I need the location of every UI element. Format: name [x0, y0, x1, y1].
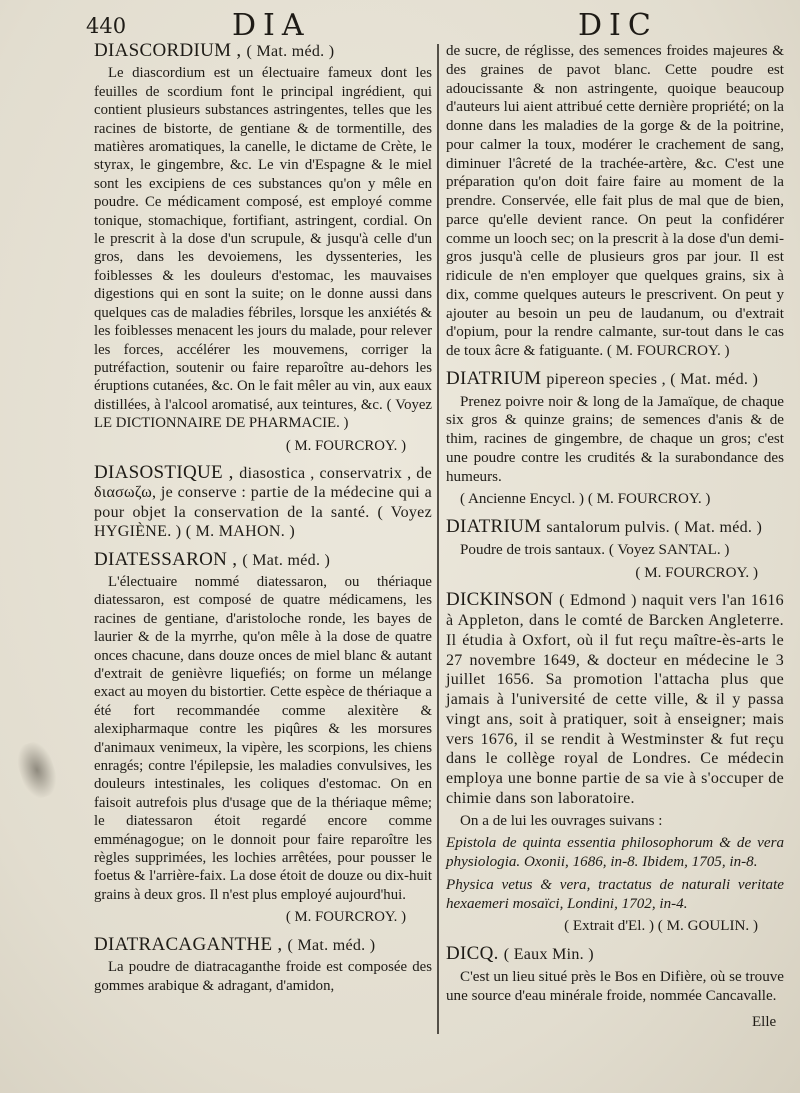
article-headword: [94, 42, 432, 61]
headword-note: santalorum pulvis. ( Mat. méd. ): [546, 519, 763, 536]
article-entry: [446, 591, 784, 936]
running-head-left: DIA: [232, 8, 311, 43]
headword-note: diasostica , conservatrix , de διασωζω, je conserve : partie de la médecine qui a pour objet la conservation de la santé. ( Voyez HYGIÈNE. ) ( M. MAHON. ): [94, 464, 432, 541]
article-paragraph: Poudre de trois santaux. ( Voyez SANTAL. ): [460, 541, 730, 558]
running-head-right: DIC: [578, 8, 658, 43]
article-headword: [94, 548, 432, 570]
article-paragraph: Le diascordium est un électuaire fameux dont les feuilles de scordium font le principal ingrédient, qui contient plusieurs substances astringentes, telles que les racines de bistorte, de gentiane & de tormentille, des matières aromatiques, la canelle, le dictame de Crète, le styrax, le gingembre, &c. Le vin d'Espagne & le miel sont les excipiens de ces substances qu'on y mêle en poudre. Ce médicament composé, est employé comme tonique, stomachique, fortifiant, astringent, cordial. On le prescrit à la dose d'un scrupule, & jusqu'à celle d'un gros, dans les devoiemens, les dyssenteries, les foiblesses & les douleurs d'estomac, les mauvaises digestions qui en sont la suite; on le donne aussi dans quelques cas de maladies fébriles, lorsque les anxiétés & les foiblesses menacent les jours du malade, pour relever les forces, accélérer les mouvemens, corriger la putréfaction, soutenir ou faire reparoître au-dehors les éruptions cutanées, &c. On le fait mêler au vin, aux eaux distillées, à l'alcool aromatisé, aux teintures, &c. ( Voyez LE DICTIONNAIRE DE PHARMACIE. ): [94, 65, 432, 432]
headword-note: pipereon species , ( Mat. méd. ): [546, 370, 759, 388]
page-number: 440: [86, 14, 127, 38]
article-paragraph: L'électuaire nommé diatessaron, ou thériaque diatessaron, est composé de quatre médicamens, les racines de gentiane, d'aristoloche ronde, les bayes de laurier & de la myrrhe, qu'on mêle à la dose de quatre onces chacune, dans douze onces de miel blanc & autant d'extrait de genièvre liquefiés; on forme un mélange exact au moyen du bistortier. Cette espèce de thériaque a été fort recommandée comme alexitère & alexipharmaque contre les piqûres & les morsures d'animaux venimeux, la vipère, les scorpions, les chiens enragés; contre l'épilepsie, les maladies convulsives, les douleurs intestinales, les coliques d'estomac. On en faisoit autrefois plus d'usage que de la thériaque même; le diatessaron étoit regardé encore comme emménagogue; on le donnoit pour faire reparoître les règles supprimées, les lochies arrêtées, pour pousser le foetus & l'arrière-faix. La dose étoit de douze ou dix-huit grains à deux gros. Il n'est plus employé aujourd'hui.: [94, 573, 432, 903]
catchword: Elle: [752, 1014, 777, 1030]
ink-stain: [12, 738, 62, 802]
headword-note: ( Eaux Min. ): [503, 946, 594, 963]
author-signature: ( M. FOURCROY. ): [635, 564, 758, 581]
headword-text: DIASOSTIQUE ,: [94, 461, 234, 483]
column-rule: [437, 44, 439, 1034]
article-entry: [446, 42, 784, 361]
headword-text: DIASCORDIUM ,: [94, 40, 242, 61]
author-signature: ( Extrait d'El. ) ( M. GOULIN. ): [564, 918, 758, 935]
article-paragraph: C'est un lieu situé près le Bos en Difière, où se trouve une source d'eau minérale froide, nommée Cancavalle.: [446, 968, 784, 1004]
author-signature: ( M. FOURCROY. ): [285, 909, 406, 926]
article-entry: [446, 945, 784, 1005]
headword-note: ( Mat. méd. ): [287, 936, 376, 954]
work-citation: Epistola de quinta essentia philosophorum & de vera physiologia. Oxonii, 1686, in-8. Ibidem, 1705, in-8.: [446, 835, 784, 870]
article-paragraph: On a de lui les ouvrages suivans :: [460, 812, 663, 829]
article-entry: [94, 42, 432, 455]
headword-note: ( Mat. méd. ): [246, 43, 335, 60]
article-headword: [94, 933, 432, 955]
article-headword: [446, 591, 784, 808]
article-headword: [446, 367, 784, 390]
author-signature: ( M. FOURCROY. ): [285, 437, 406, 454]
headword-text: DIATRIUM: [446, 516, 542, 537]
headword-text: DICKINSON: [446, 589, 554, 611]
article-paragraph: ( Ancienne Encycl. ) ( M. FOURCROY. ): [460, 491, 711, 508]
work-citation: Physica vetus & vera, tractatus de naturali veritate hexaemeri mosaïci, Londini, 1702, in-4.: [446, 876, 784, 912]
right-column: [446, 42, 784, 1014]
article-headword: [446, 945, 784, 965]
article-paragraph: La poudre de diatracaganthe froide est composée des gommes arabique & adragant, d'amidon,: [94, 959, 432, 994]
page-header: [0, 6, 800, 43]
headword-text: DICQ.: [446, 943, 499, 964]
article-headword: [446, 518, 784, 538]
article-entry: [94, 548, 432, 927]
headword-text: DIATRIUM: [446, 367, 542, 389]
headword-text: DIATRACAGANTHE ,: [94, 933, 283, 955]
headword-text: DIATESSARON ,: [94, 548, 238, 570]
article-entry: [94, 461, 432, 542]
article-paragraph: Prenez poivre noir & long de la Jamaïque, de chaque six gros & quinze grains; de semences d'anis & de thim, racines de gingembre, de chaque un gros; c'est une poudre contre les crudités & la surabondance des humeurs.: [446, 393, 784, 485]
article-headword: [94, 461, 432, 542]
left-column: [94, 42, 432, 1004]
headword-note: ( Mat. méd. ): [242, 551, 331, 569]
article-entry: [94, 933, 432, 995]
article-entry: [446, 518, 784, 582]
headword-note: ( Edmond ) naquit vers l'an 1616 à Appleton, dans le comté de Barcken Angleterre. Il étudia à Oxfort, où il fut reçu maître-ès-arts le 27 novembre 1649, & docteur en médecine le 3 juillet 1656. Sa promotion l'attacha plus que jamais à l'université de cette ville, & il y passa vingt ans, soit à pratiquer, soit à enseigner; mais vers 1676, il se rendit à Westminster & fut reçu dans le collège royal de Londres. Ce médecin employa une bonne partie de sa vie à s'occuper de chimie dans son laboratoire.: [446, 592, 784, 807]
article-entry: [446, 367, 784, 509]
article-paragraph: de sucre, de réglisse, des semences froides majeures & des graines de pavot blanc. Cette poudre est adoucissante & non astringente, quoique beaucoup d'auteurs lui aient attribué cette dernière propriété; on la donne dans les maladies de la gorge & de la poitrine, pour calmer la toux, modérer le crachement de sang, diminuer l'âcreté de la trachée-artère, &c. C'est une préparation qu'on doit faire faire au moment de la prendre. Conservée, elle fait plus de mal que de bien, parce qu'elle devient rance. On peut la confidérer comme un looch sec; on la prescrit à la dose d'un demi-gros jusqu'à celle de plusieurs gros par jour. Il est ridicule de n'en employer que quelques grains, six à dix, comme quelques auteurs le prescrivent. On peut y ajouter au besoin un peu de laudanum, ou d'extrait d'opium, pour la rendre calmante, sur-tout dans le cas de toux âcre & fatiguante. ( M. FOURCROY. ): [446, 43, 784, 359]
